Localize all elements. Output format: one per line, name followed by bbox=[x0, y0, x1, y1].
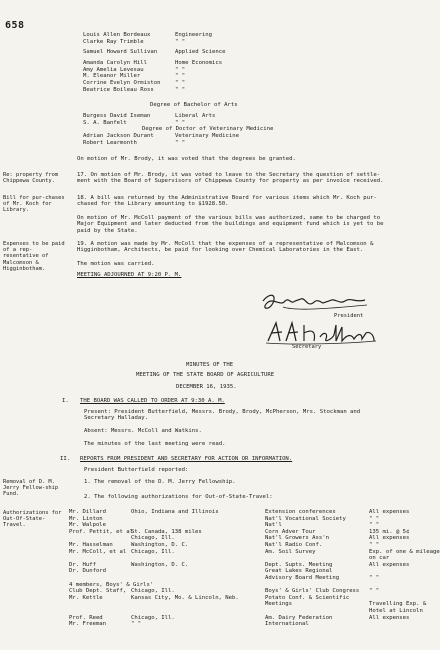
auth-purpose: Nat'l Radio Conf. bbox=[265, 541, 323, 548]
absent-list: Absent: Messrs. McColl and Watkins. bbox=[84, 428, 202, 434]
graduate-name: Robert Learmonth bbox=[83, 139, 137, 146]
auth-purpose: Am. Soil Survey bbox=[265, 548, 316, 555]
auth-purpose: Boys' & Girls' Club Congress bbox=[265, 588, 360, 595]
auth-who: Mr. McColl, et al bbox=[69, 548, 127, 555]
item-19: 19. A motion was made by Mr. McColl that the expenses of a representative of Malcomson & Higginbotham, Architects, be paid for looking over Chemical Laboratories in the East. bbox=[77, 241, 374, 254]
minutes-date: DECEMBER 16, 1935. bbox=[176, 384, 237, 390]
auth-cost: " " bbox=[369, 522, 380, 529]
motion-degrees: On motion of Mr. Brody, it was voted that the degrees be granted. bbox=[77, 156, 296, 162]
auth-who: Mr. Linton bbox=[69, 515, 103, 522]
section-2-number: II. bbox=[60, 456, 71, 462]
graduate-degree: " " bbox=[175, 119, 186, 126]
auth-who: Mr. Kettle bbox=[69, 594, 103, 601]
page-number: 658 bbox=[5, 20, 25, 31]
auth-purpose: International bbox=[265, 621, 309, 628]
graduate-name: Amy Amelia Levesau bbox=[83, 66, 144, 73]
auth-who: Mr. Hasselman bbox=[69, 541, 113, 548]
auth-cost: " " bbox=[369, 515, 380, 522]
graduate-name: Adrian Jackson Durant bbox=[83, 133, 154, 139]
heading-vet: Degree of Doctor of Veterinary Medicine bbox=[142, 126, 274, 132]
auth-who: Dr. Dunford bbox=[69, 568, 107, 575]
item-2: 2. The following authorizations for Out-of-State-Travel: bbox=[84, 494, 273, 500]
auth-cost: Travelling Exp. & bbox=[369, 601, 427, 608]
minutes-heading-2: MEETING OF THE STATE BOARD OF AGRICULTURE bbox=[136, 372, 275, 378]
auth-purpose: Corn Adver Tour bbox=[265, 528, 316, 535]
auth-purpose: Advisory Board Meeting bbox=[265, 574, 340, 581]
auth-where: Washington, D. C. bbox=[131, 561, 189, 568]
graduate-name: Amanda Carolyn Hill bbox=[83, 60, 147, 67]
president-signature bbox=[255, 291, 375, 315]
minutes-read: The minutes of the last meeting were read. bbox=[84, 441, 226, 447]
secretary-label: Secretary bbox=[292, 344, 322, 350]
auth-who: Mr. Dillard bbox=[69, 509, 107, 515]
graduate-name: Samuel Howard Sullivan bbox=[83, 49, 158, 56]
auth-where: Chicago, Ill. bbox=[131, 588, 175, 595]
graduate-name: Louis Allen Bordeaux bbox=[83, 32, 151, 38]
heading-arts: Degree of Bachelor of Arts bbox=[150, 102, 238, 108]
margin-note-removal: Removal of D. M. Jerry Fellow-ship Fund. bbox=[3, 479, 59, 498]
meeting-adjourned: MEETING ADJOURNED AT 9:20 P. M. bbox=[77, 272, 182, 278]
section-1-title: THE BOARD WAS CALLED TO ORDER AT 9:30 A. M. bbox=[80, 398, 225, 404]
item-18: 18. A bill was returned by the Administrative Board for various items which Mr. Koch pur-chased for the Library amounting to $1928.50. bbox=[77, 195, 377, 208]
auth-purpose: Am. Dairy Federation bbox=[265, 614, 333, 621]
auth-where: Chicago, Ill. bbox=[131, 614, 175, 621]
graduate-degree: " " bbox=[175, 66, 186, 73]
auth-who: Mr. Freeman bbox=[69, 621, 107, 628]
graduate-degree: Home Economics bbox=[175, 60, 223, 67]
graduate-name: Corrine Evelyn Ormiston bbox=[83, 80, 161, 87]
graduate-degree: Engineering bbox=[175, 32, 213, 38]
graduate-name: S. A. Banfelt bbox=[83, 119, 127, 126]
graduate-degree: " " bbox=[175, 139, 186, 146]
graduate-name: Clarke Ray Trimble bbox=[83, 38, 144, 45]
margin-note-property: Re: property from Chippewa County. bbox=[3, 172, 59, 185]
auth-who: 4 members, Boys' & Girls' bbox=[69, 581, 154, 588]
auth-purpose: Nat'l Growers Ass'n bbox=[265, 535, 329, 542]
president-reported: President Butterfield reported: bbox=[84, 467, 189, 473]
auth-purpose: Extension conferences bbox=[265, 509, 336, 515]
present-list: Present: President Butterfield, Messrs. Brody, Brody, McPherson, Mrs. Stockman and Secretary Halladay. bbox=[84, 409, 361, 422]
auth-purpose: Nat'l bbox=[265, 522, 282, 529]
graduate-degree: Applied Science bbox=[175, 49, 226, 56]
graduate-degree: " " bbox=[175, 86, 186, 93]
graduate-degree: " " bbox=[175, 80, 186, 87]
auth-cost: Exp. of one & mileage bbox=[369, 548, 440, 555]
auth-cost: All expenses bbox=[369, 614, 410, 621]
auth-cost: " " bbox=[369, 574, 380, 581]
auth-cost: on car bbox=[369, 555, 390, 562]
graduate-name: Burgess David Iseman bbox=[83, 113, 151, 119]
auth-where: Ohio, Indiana and Illinois bbox=[131, 509, 219, 515]
margin-note-authorizations: Authorizations for Out-Of-State-Travel. bbox=[3, 510, 62, 529]
auth-cost: 135 mi. @ 5¢ bbox=[369, 528, 410, 535]
auth-where: " " bbox=[131, 621, 142, 628]
auth-where: Washington, D. C. bbox=[131, 541, 189, 548]
auth-who: Club Dept. Staff, bbox=[69, 588, 127, 595]
auth-who: Prof. Reed bbox=[69, 614, 103, 621]
auth-purpose: Great Lakes Regional bbox=[265, 568, 333, 575]
margin-note-bill: Bill for pur-chases of Mr. Koch for Library. bbox=[3, 195, 65, 214]
auth-cost: " " bbox=[369, 588, 380, 595]
auth-where: Chicago, Ill. bbox=[131, 548, 175, 555]
graduate-degree: Veterinary Medicine bbox=[175, 133, 239, 139]
auth-purpose: Nat'l Vocational Society bbox=[265, 515, 346, 522]
graduate-degree: " " bbox=[175, 38, 186, 45]
auth-cost: All expenses bbox=[369, 509, 410, 515]
president-label: President bbox=[334, 313, 364, 319]
auth-where: St. Canada, 138 miles bbox=[131, 528, 202, 535]
auth-purpose: Meetings bbox=[265, 601, 292, 608]
auth-where: Kansas City, Mo. & Lincoln, Neb. bbox=[131, 594, 239, 601]
auth-cost: All expenses bbox=[369, 535, 410, 542]
section-1-number: I. bbox=[62, 398, 69, 404]
graduate-degree: " " bbox=[175, 73, 186, 80]
auth-cost: All expenses bbox=[369, 561, 410, 568]
item-1: 1. The removal of the D. M. Jerry Fellowship. bbox=[84, 479, 236, 485]
item-18-motion: On motion of Mr. McColl payment of the various bills was authorized, same to be charged to Major Equipment and later deducted from the buildings and equipment fund which is yet to be paid by the State. bbox=[77, 215, 384, 234]
minutes-heading-1: MINUTES OF THE bbox=[186, 362, 234, 368]
graduate-name: Beatrice Boileau Ross bbox=[83, 86, 154, 93]
auth-cost: " " bbox=[369, 541, 380, 548]
margin-note-expenses: Expenses to be paid of a rep-resentative of Malcomson & Higginbotham. bbox=[3, 241, 65, 272]
auth-who: Mr. Walpole bbox=[69, 522, 107, 529]
auth-purpose: Potato Conf. & Scientific bbox=[265, 594, 350, 601]
section-2-title: REPORTS FROM PRESIDENT AND SECRETARY FOR ACTION OR INFORMATION. bbox=[80, 456, 293, 462]
auth-where: Chicago, Ill. bbox=[131, 535, 175, 542]
graduate-degree: Liberal Arts bbox=[175, 113, 216, 119]
auth-who: Prof. Pettit, et al bbox=[69, 528, 133, 535]
secretary-signature bbox=[262, 319, 380, 345]
graduate-name: M. Eleanor Miller bbox=[83, 73, 141, 80]
auth-cost: Hotel at Lincoln bbox=[369, 607, 423, 614]
auth-purpose: Dept. Supts. Meeting bbox=[265, 561, 333, 568]
auth-who: Dr. Huff bbox=[69, 561, 96, 568]
motion-carried: The motion was carried. bbox=[77, 261, 155, 267]
item-17: 17. On motion of Mr. Brody, it was voted to leave to the Secretary the question of settle-ment with the Board of Supervisors of Chippewa County for property as per invoice received. bbox=[77, 172, 384, 185]
